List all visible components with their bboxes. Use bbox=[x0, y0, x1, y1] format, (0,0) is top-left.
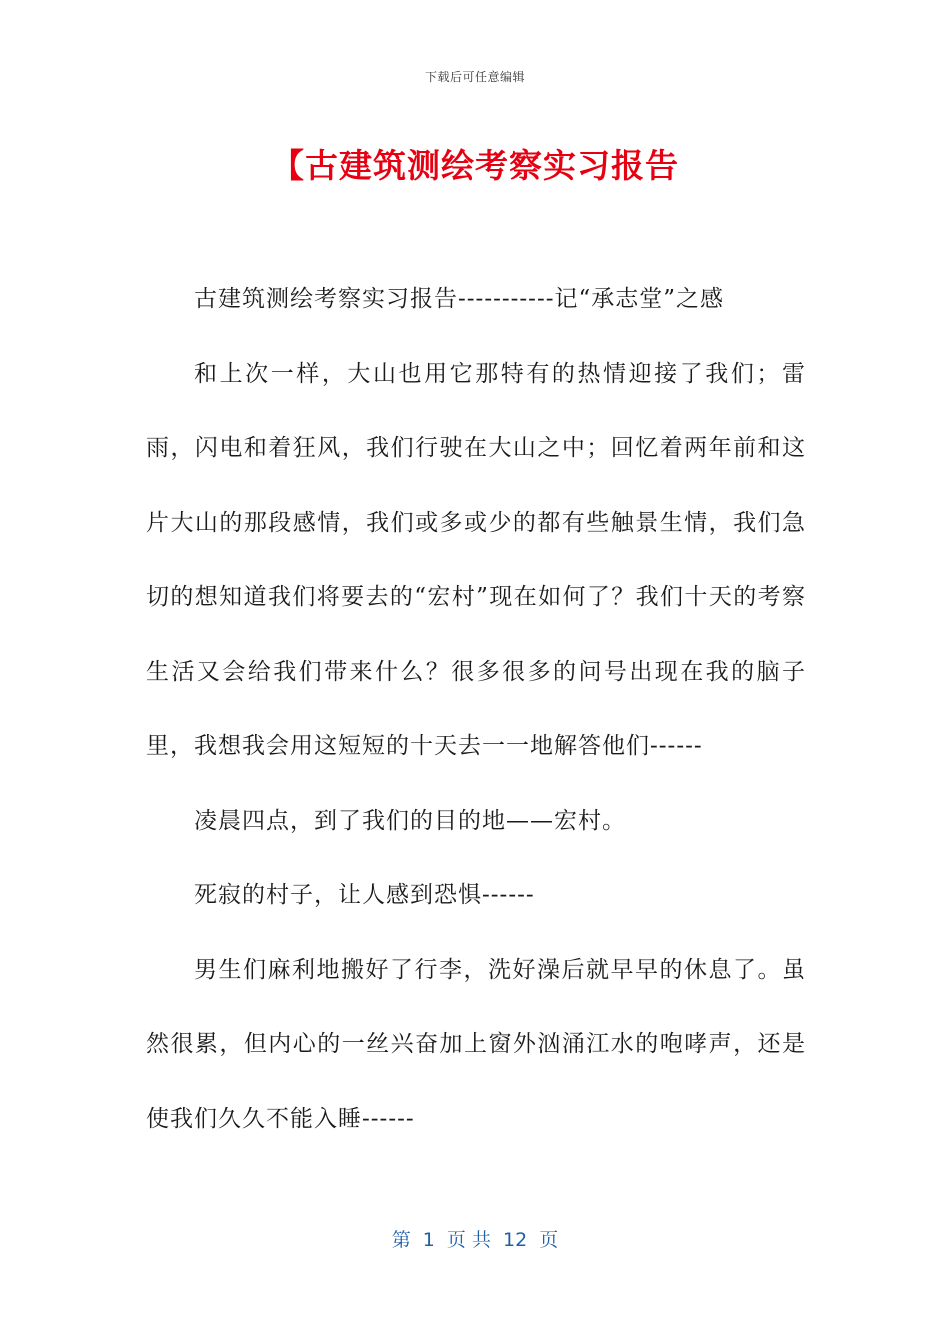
body-paragraph: 死寂的村子，让人感到恐惧------ bbox=[194, 882, 535, 908]
header-note: 下载后可任意编辑 bbox=[424, 70, 525, 84]
body-paragraph: 和上次一样，大山也用它那特有的热情迎接了我们；雷雨，闪电和着狂风，我们行驶在大山之中；回忆着两年前和这片大山的那段感情，我们或多或少的都有些触景生情，我们急切的想知道我们将要去的“宏村”现在如何了？我们十天的考察生活又会给我们带来什么？很多很多的问号出现在我的脑子里，我想我会用这短短的十天去一一地解答他们------ bbox=[146, 360, 806, 759]
body-paragraph: 凌晨四点，到了我们的目的地——宏村。 bbox=[194, 807, 626, 834]
body-paragraph: 古建筑测绘考察实习报告-----------记“承志堂”之感 bbox=[194, 286, 725, 312]
page-number-footer: 第 1 页 共 12 页 bbox=[391, 1229, 559, 1251]
body-paragraph: 男生们麻利地搬好了行李，洗好澡后就早早的休息了。虽然很累，但内心的一丝兴奋加上窗外汹涌江水的咆哮声，还是使我们久久不能入睡------ bbox=[146, 956, 806, 1132]
document-title: 【古建筑测绘考察实习报告 bbox=[271, 146, 679, 185]
document-body bbox=[146, 262, 806, 1156]
